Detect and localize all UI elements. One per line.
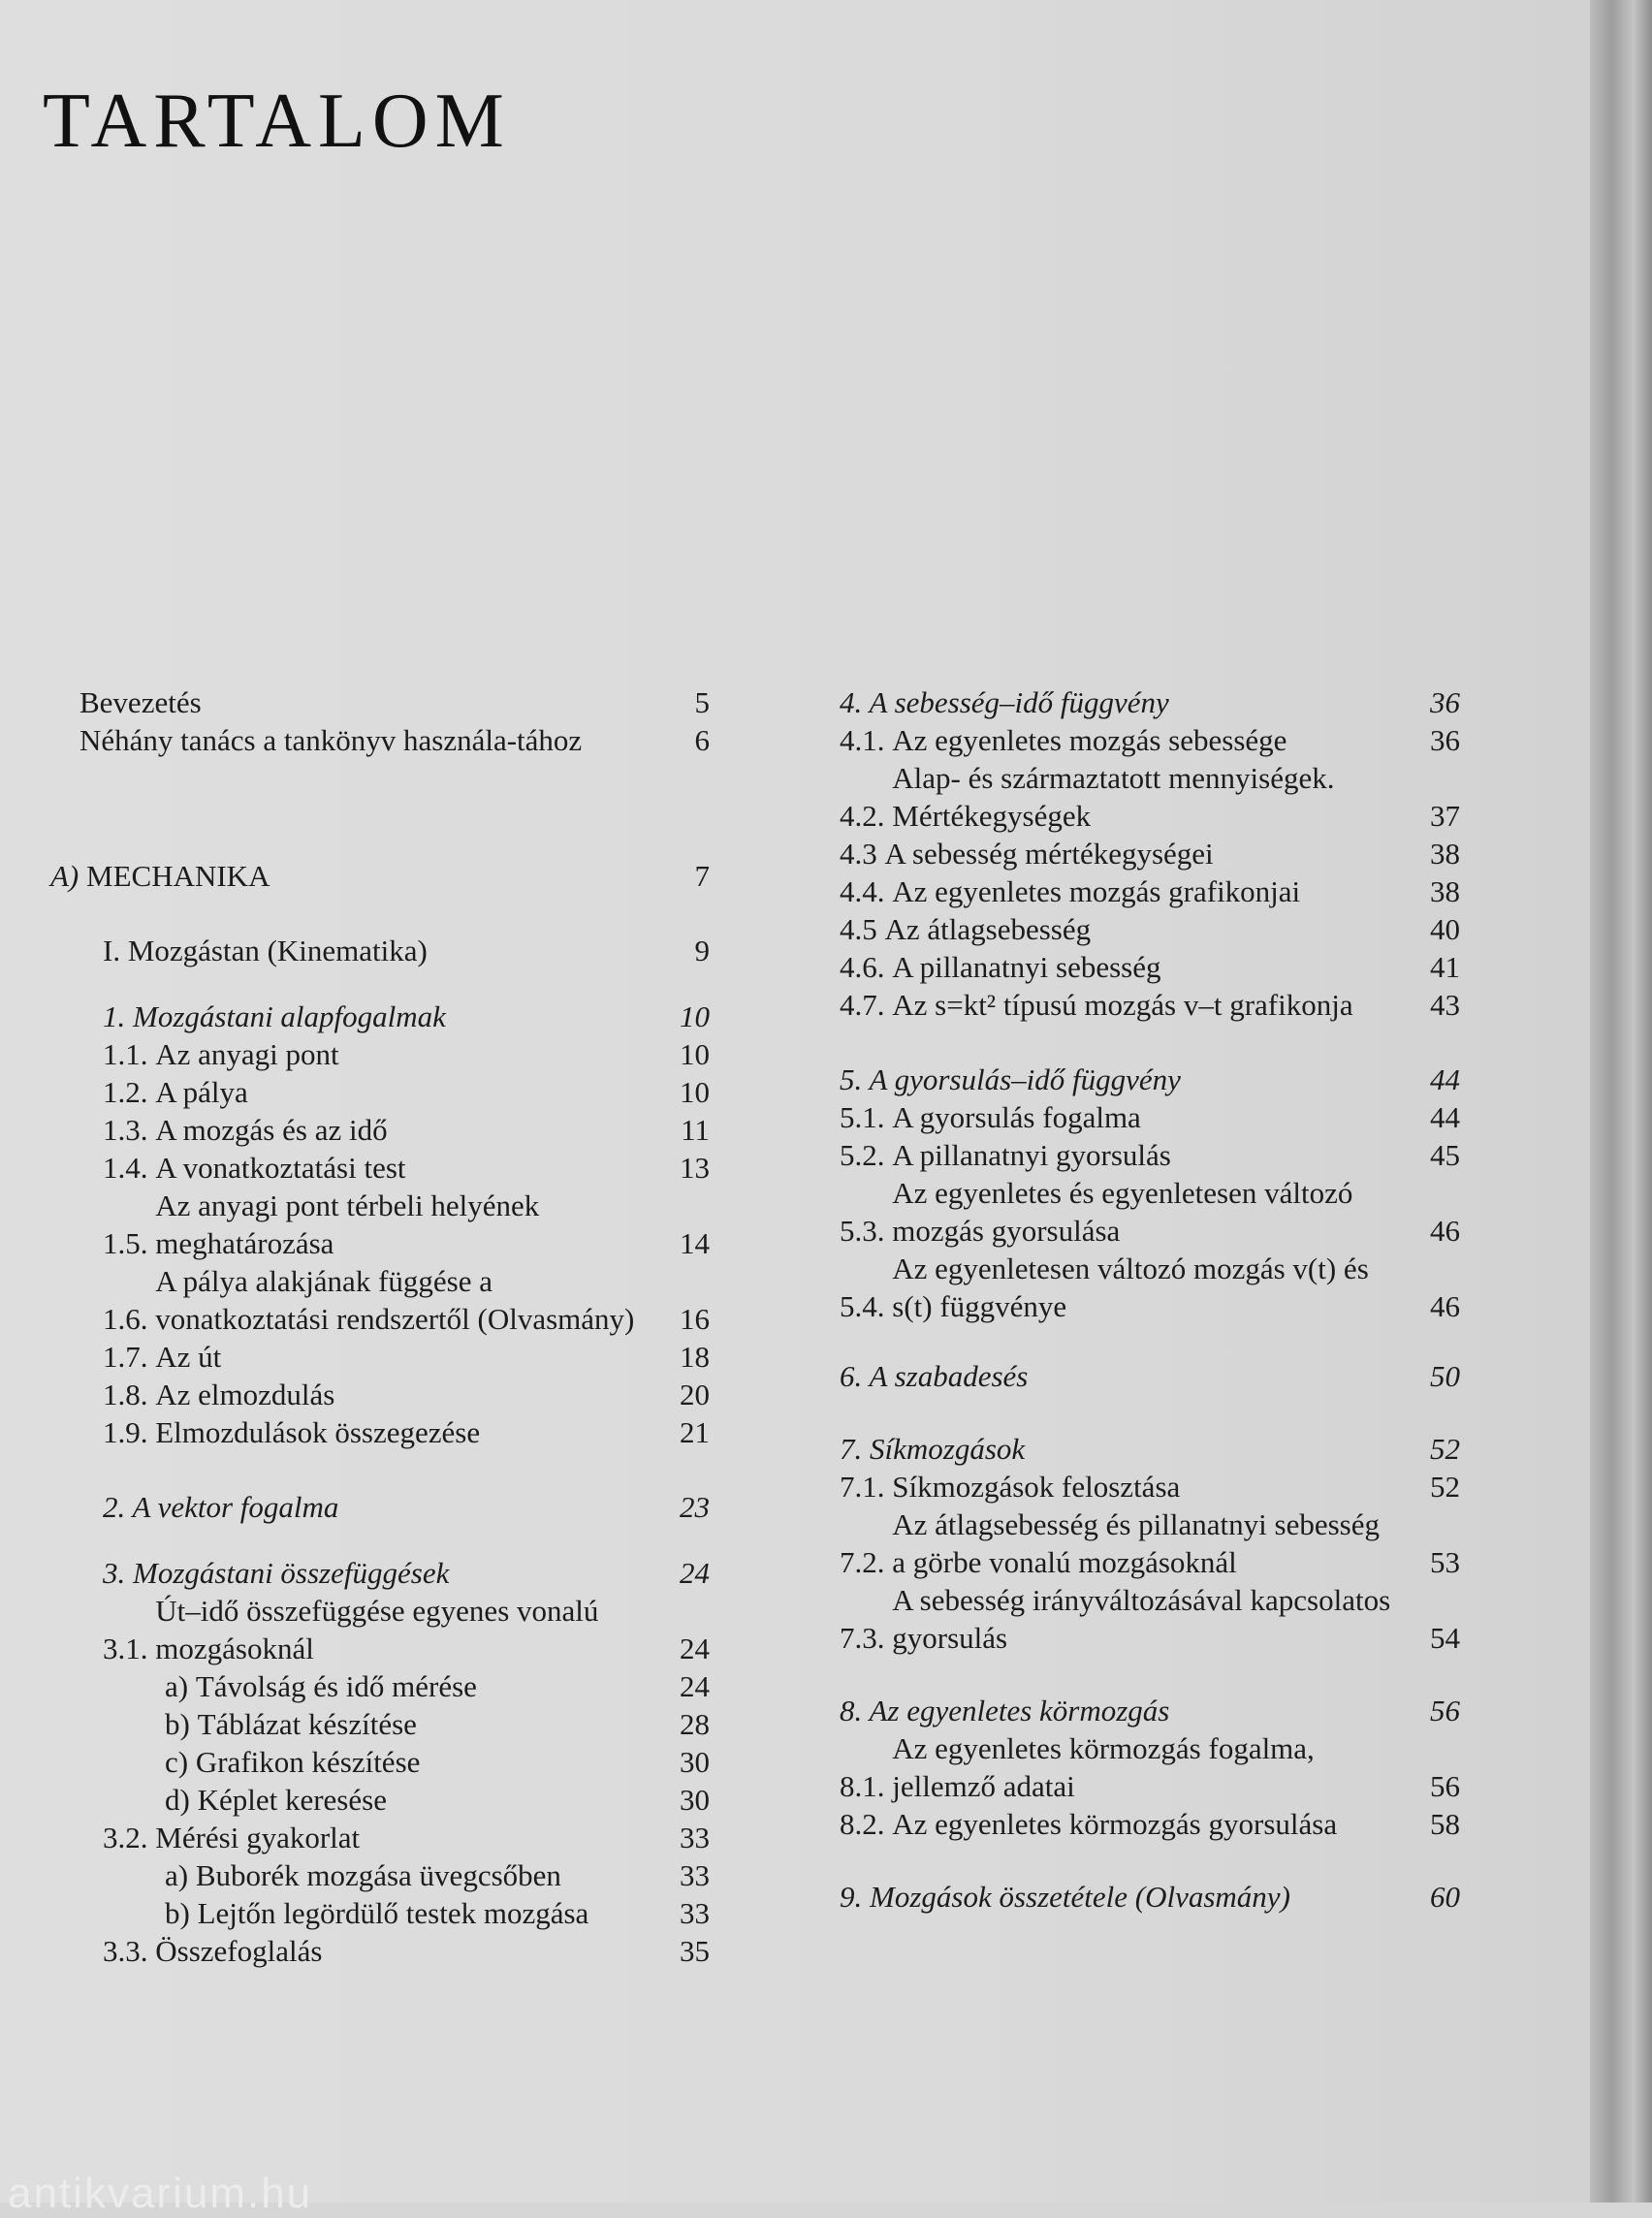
toc-entry — [840, 1581, 1460, 1657]
toc-entry-title: 5. A gyorsulás–idő függvény — [840, 1062, 1181, 1096]
toc-entry — [79, 1856, 710, 1894]
toc-entry-page: 53 — [1430, 1545, 1460, 1579]
toc-entry-page: 24 — [680, 1556, 710, 1590]
toc-entry — [840, 948, 1460, 986]
toc-entry-number: A) — [50, 859, 87, 893]
toc-entry — [50, 857, 710, 895]
toc-entry-page: 58 — [1430, 1807, 1460, 1841]
toc-entry-title: Táblázat készítése — [197, 1707, 417, 1741]
toc-entry — [840, 759, 1460, 835]
toc-entry-title: Bevezetés — [79, 685, 202, 719]
toc-entry — [79, 1338, 710, 1376]
toc-entry-page: 16 — [680, 1302, 710, 1336]
toc-entry-number: b) — [165, 1896, 198, 1930]
toc-entry-page: 18 — [680, 1340, 710, 1374]
toc-entry-number: d) — [165, 1783, 198, 1817]
toc-entry-title: Az anyagi pont térbeli helyének meghatározása — [155, 1188, 540, 1260]
toc-entry-page: 5 — [694, 685, 710, 719]
toc-entry — [840, 1430, 1460, 1468]
toc-entry — [79, 683, 710, 721]
toc-entry-title: Az egyenletes mozgás sebessége — [892, 723, 1287, 757]
toc-entry-number: 4.1. — [840, 723, 893, 757]
watermark: antikvarium.hu — [8, 2170, 313, 2217]
toc-entry-page: 11 — [681, 1113, 710, 1147]
toc-entry — [79, 721, 710, 759]
toc-entry — [840, 986, 1460, 1024]
toc-entry-page: 40 — [1430, 912, 1460, 946]
toc-entry-title: Néhány tanács a tankönyv használa-tához — [79, 723, 583, 757]
toc-entry-number: 5.1. — [840, 1100, 893, 1134]
toc-entry — [79, 1667, 710, 1705]
toc-entry-number: 7.1. — [840, 1470, 893, 1504]
toc-entry — [840, 683, 1460, 721]
toc-entry-number: 4.6. — [840, 950, 893, 984]
toc-entry-number: 8.1. — [840, 1769, 893, 1803]
toc-entry-number: 5.3. — [840, 1214, 893, 1248]
toc-entry-title: 3. Mozgástani összefüggések — [103, 1556, 450, 1590]
toc-entry-page: 30 — [680, 1783, 710, 1817]
toc-entry-title: Távolság és idő mérése — [195, 1669, 477, 1703]
toc-entry-page: 54 — [1430, 1621, 1460, 1655]
toc-right-column — [840, 683, 1460, 1916]
toc-entry-title: 4. A sebesség–idő függvény — [840, 685, 1169, 719]
toc-entry-page: 10 — [680, 999, 710, 1033]
toc-entry — [840, 1061, 1460, 1098]
toc-entry-title: MECHANIKA — [86, 859, 270, 893]
toc-entry-number: 1.6. — [103, 1302, 156, 1336]
toc-entry-page: 38 — [1430, 837, 1460, 871]
toc-entry-title: Az egyenletes és egyenletesen változó mozgás gyorsulása — [892, 1176, 1353, 1248]
toc-entry-title: 2. A vektor fogalma — [103, 1490, 339, 1524]
toc-entry-page: 52 — [1430, 1470, 1460, 1504]
toc-entry — [79, 1073, 710, 1111]
toc-entry — [79, 1376, 710, 1413]
toc-entry-page: 7 — [694, 859, 710, 893]
toc-entry-page: 9 — [694, 934, 710, 967]
toc-entry — [79, 1413, 710, 1451]
toc-entry — [840, 1468, 1460, 1505]
toc-entry — [79, 1035, 710, 1073]
toc-entry-title: A gyorsulás fogalma — [892, 1100, 1141, 1134]
toc-entry — [840, 1878, 1460, 1916]
toc-entry-page: 46 — [1430, 1214, 1460, 1248]
toc-entry — [79, 1743, 710, 1781]
toc-entry — [840, 721, 1460, 759]
toc-entry-page: 13 — [680, 1151, 710, 1185]
toc-entry-title: Az út — [155, 1340, 222, 1374]
toc-entry-title: Az elmozdulás — [155, 1378, 335, 1411]
toc-entry-number: 1.4. — [103, 1151, 156, 1185]
toc-entry — [840, 1098, 1460, 1136]
toc-entry-number: 3.1. — [103, 1632, 156, 1665]
toc-entry — [79, 1149, 710, 1187]
toc-entry-title: A pillanatnyi gyorsulás — [892, 1138, 1171, 1172]
toc-entry-number: a) — [165, 1858, 196, 1892]
toc-entry-title: Síkmozgások felosztása — [892, 1470, 1181, 1504]
toc-entry-page: 10 — [680, 1037, 710, 1071]
toc-entry-page: 36 — [1430, 685, 1460, 719]
toc-entry-page: 41 — [1430, 950, 1460, 984]
toc-entry-number: c) — [165, 1745, 196, 1779]
toc-entry-number: 4.7. — [840, 988, 893, 1022]
toc-entry-title: Grafikon készítése — [195, 1745, 421, 1779]
toc-entry-number: 3.3. — [103, 1934, 156, 1968]
toc-entry-number: a) — [165, 1669, 196, 1703]
toc-entry-page: 24 — [680, 1632, 710, 1665]
toc-entry-number: 1.9. — [103, 1415, 156, 1449]
toc-entry-title: Út–idő összefüggése egyenes vonalú mozgásoknál — [155, 1594, 599, 1665]
toc-entry-title: Az egyenletesen változó mozgás v(t) és s(t) függvénye — [892, 1252, 1369, 1323]
toc-entry-page: 30 — [680, 1745, 710, 1779]
toc-entry-page: 20 — [680, 1378, 710, 1411]
toc-entry — [840, 1805, 1460, 1843]
toc-entry — [79, 1111, 710, 1149]
toc-entry-page: 24 — [680, 1669, 710, 1703]
toc-entry-title: 6. A szabadesés — [840, 1359, 1029, 1393]
toc-entry-title: 7. Síkmozgások — [840, 1432, 1026, 1466]
toc-entry-page: 23 — [680, 1490, 710, 1524]
toc-entry-number: 8.2. — [840, 1807, 893, 1841]
toc-entry — [79, 1554, 710, 1592]
toc-entry-page: 45 — [1430, 1138, 1460, 1172]
toc-entry-title: Az egyenletes körmozgás fogalma, jellemző adatai — [892, 1731, 1315, 1803]
toc-entry-title: Képlet keresése — [197, 1783, 387, 1817]
toc-entry-number: 1.3. — [103, 1113, 156, 1147]
toc-entry-title: Az s=kt² típusú mozgás v–t grafikonja — [892, 988, 1353, 1022]
toc-entry-title: A pálya alakjának függése a vonatkoztatási rendszertől (Olvasmány) — [155, 1264, 635, 1336]
toc-entry-title: Elmozdulások összegezése — [155, 1415, 481, 1449]
toc-entry — [840, 835, 1460, 872]
toc-entry-number: 7.3. — [840, 1621, 893, 1655]
page-title: TARTALOM — [43, 79, 511, 164]
toc-entry-page: 6 — [694, 723, 710, 757]
toc-entry-number: 4.4. — [840, 874, 893, 908]
toc-entry — [79, 1932, 710, 1970]
toc-entry — [79, 1187, 710, 1262]
toc-entry — [79, 1592, 710, 1667]
toc-entry — [840, 872, 1460, 910]
toc-entry-page: 14 — [680, 1226, 710, 1260]
toc-entry-page: 33 — [680, 1858, 710, 1892]
toc-entry-page: 33 — [680, 1896, 710, 1930]
toc-entry-title: I. Mozgástan (Kinematika) — [103, 934, 428, 967]
toc-entry — [840, 1729, 1460, 1805]
toc-entry-title: 1. Mozgástani alapfogalmak — [103, 999, 446, 1033]
toc-entry-page: 44 — [1430, 1062, 1460, 1096]
toc-entry-number: 1.8. — [103, 1378, 156, 1411]
toc-entry — [79, 1705, 710, 1743]
toc-entry-title: A sebesség mértékegységei — [884, 837, 1214, 871]
toc-entry-page: 46 — [1430, 1289, 1460, 1323]
toc-entry — [79, 1781, 710, 1819]
toc-entry-title: 8. Az egyenletes körmozgás — [840, 1694, 1170, 1727]
toc-entry-title: Lejtőn legördülő testek mozgása — [197, 1896, 589, 1930]
toc-entry-title: A pillanatnyi sebesség — [892, 950, 1161, 984]
toc-entry-title: Mérési gyakorlat — [155, 1821, 361, 1854]
toc-entry-page: 38 — [1430, 874, 1460, 908]
toc-entry-page: 43 — [1430, 988, 1460, 1022]
toc-entry-title: Buborék mozgása üvegcsőben — [195, 1858, 561, 1892]
toc-entry-number: 5.2. — [840, 1138, 893, 1172]
toc-entry — [840, 1174, 1460, 1250]
toc-entry-title: Az egyenletes mozgás grafikonjai — [892, 874, 1301, 908]
toc-entry-page: 50 — [1430, 1359, 1460, 1393]
toc-entry-page: 37 — [1430, 799, 1460, 833]
toc-entry — [840, 1692, 1460, 1729]
toc-entry-number: 1.7. — [103, 1340, 156, 1374]
toc-entry-title: Az anyagi pont — [155, 1037, 339, 1071]
toc-entry-page: 35 — [680, 1934, 710, 1968]
toc-entry-number: 1.2. — [103, 1075, 156, 1109]
toc-entry-number: 1.1. — [103, 1037, 156, 1071]
toc-entry-page: 28 — [680, 1707, 710, 1741]
toc-entry-number: 4.2. — [840, 799, 893, 833]
toc-entry-page: 21 — [680, 1415, 710, 1449]
toc-entry-page: 10 — [680, 1075, 710, 1109]
toc-entry — [840, 1357, 1460, 1395]
toc-entry — [79, 1488, 710, 1526]
toc-entry-title: 9. Mozgások összetétele (Olvasmány) — [840, 1880, 1290, 1914]
toc-entry-number: 4.3 — [840, 837, 885, 871]
toc-entry-page: 52 — [1430, 1432, 1460, 1466]
toc-entry — [840, 1136, 1460, 1174]
toc-entry-page: 60 — [1430, 1880, 1460, 1914]
toc-entry — [79, 1262, 710, 1338]
toc-entry-number: 1.5. — [103, 1226, 156, 1260]
book-spine — [1590, 0, 1652, 2202]
toc-entry-number: b) — [165, 1707, 198, 1741]
toc-entry-page: 36 — [1430, 723, 1460, 757]
toc-entry-title: Az átlagsebesség és pillanatnyi sebesség a görbe vonalú mozgásoknál — [892, 1507, 1380, 1579]
toc-entry-page: 33 — [680, 1821, 710, 1854]
toc-entry — [79, 1819, 710, 1856]
toc-entry-title: Az átlagsebesség — [884, 912, 1092, 946]
toc-entry-title: A vonatkoztatási test — [155, 1151, 406, 1185]
toc-entry-number: 5.4. — [840, 1289, 893, 1323]
toc-entry-number: 3.2. — [103, 1821, 156, 1854]
toc-entry-title: A sebesség irányváltozásával kapcsolatos gyorsulás — [892, 1583, 1391, 1655]
toc-entry-title: Alap- és származtatott mennyiségek. Mértékegységek — [892, 761, 1335, 833]
toc-entry — [840, 1250, 1460, 1325]
toc-entry-page: 56 — [1430, 1769, 1460, 1803]
toc-entry-number: 4.5 — [840, 912, 885, 946]
toc-entry — [79, 1894, 710, 1932]
toc-left-column — [50, 683, 710, 1970]
toc-entry-page: 56 — [1430, 1694, 1460, 1727]
toc-entry — [840, 910, 1460, 948]
toc-entry — [840, 1505, 1460, 1581]
toc-entry-title: Az egyenletes körmozgás gyorsulása — [892, 1807, 1338, 1841]
toc-entry-title: Összefoglalás — [155, 1934, 323, 1968]
toc-entry-title: A mozgás és az idő — [155, 1113, 388, 1147]
toc-entry-title: A pálya — [155, 1075, 248, 1109]
toc-entry — [79, 998, 710, 1035]
toc-entry-page: 44 — [1430, 1100, 1460, 1134]
toc-entry — [79, 932, 710, 969]
toc-entry-number: 7.2. — [840, 1545, 893, 1579]
